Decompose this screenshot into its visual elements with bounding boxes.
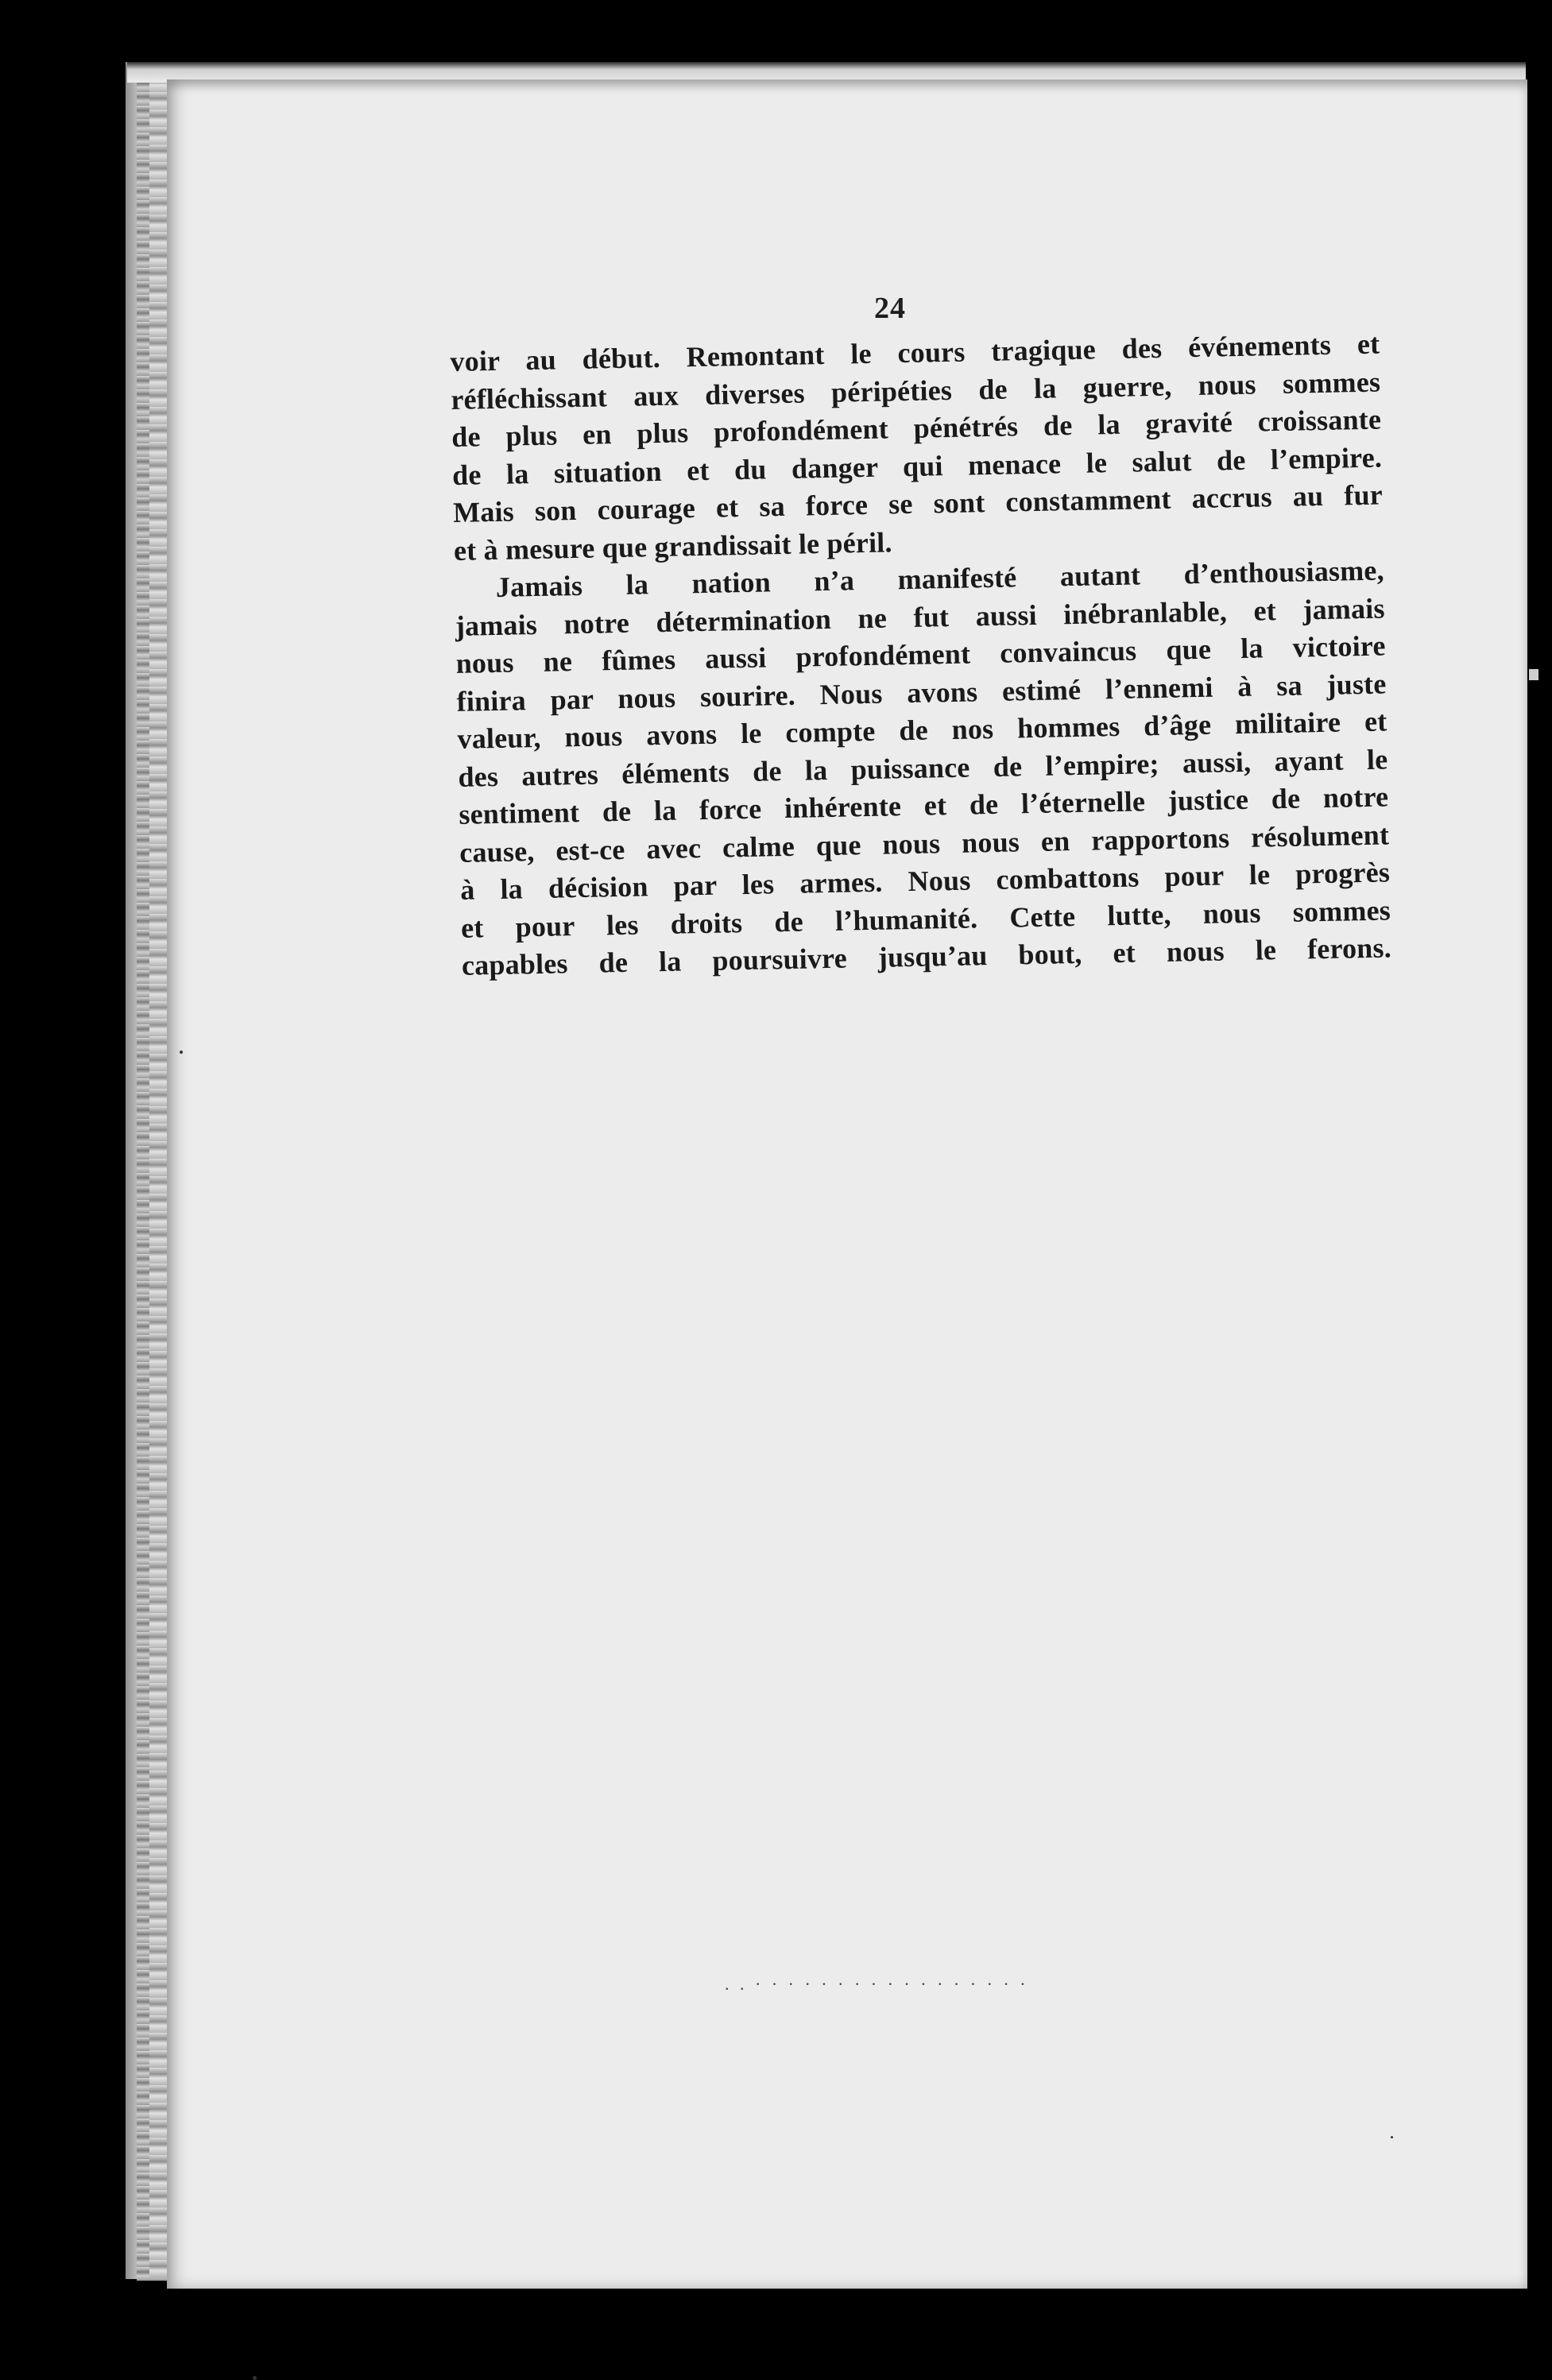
text-line: de plus en plus profondément pénétrés de la gravité croissante	[451, 403, 1382, 453]
text-line: nous ne fûmes aussi profondément convaincus que la victoire	[455, 629, 1386, 679]
text-line: voir au début. Remontant le cours tragique des événements et	[450, 327, 1380, 377]
bleed-through-marks: . . · · · · · · · · · · · · · · · · ·	[725, 1974, 1029, 1994]
text-line: à la décision par les armes. Nous combattons pour le progrès	[459, 856, 1391, 906]
page-number: 24	[874, 292, 906, 325]
body-text	[450, 326, 1391, 985]
text-line: et à mesure que grandissait le péril.	[453, 525, 892, 567]
text-line: des autres éléments de la puissance de l’empire; aussi, ayant le	[458, 742, 1388, 793]
text-line: cause, est-ce avec calme que nous nous en rapportons résolument	[459, 818, 1390, 869]
paragraph	[450, 326, 1384, 570]
text-line: et pour les droits de l’humanité. Cette lutte, nous sommes	[460, 893, 1391, 944]
text-line: finira par nous sourire. Nous avons estimé l’ennemi à sa juste	[456, 667, 1387, 718]
text-line: Jamais la nation n’a manifesté autant d’enthousiasme,	[495, 554, 1385, 603]
paragraph	[454, 551, 1391, 985]
text-line: sentiment de la force inhérente et de l’éternelle justice de notre	[459, 780, 1389, 830]
text-line: Mais son courage et sa force se sont constamment accrus au fur	[452, 478, 1384, 528]
page-tab-mark	[1529, 669, 1538, 680]
ink-speck	[180, 1051, 183, 1054]
ink-speck	[253, 2376, 257, 2380]
text-line: réfléchissant aux diverses péripéties de la guerre, nous sommes	[450, 366, 1381, 416]
text-line: valeur, nous avons le compte de nos hommes d’âge militaire et	[457, 705, 1388, 755]
ink-speck	[1391, 2136, 1393, 2138]
text-line: jamais notre détermination ne fut aussi inébranlable, et jamais	[455, 591, 1385, 642]
text-line: de la situation et du danger qui menace le salut de l’empire.	[451, 441, 1383, 491]
text-line: capables de la poursuivre jusqu’au bout, et nous le ferons.	[461, 931, 1392, 981]
